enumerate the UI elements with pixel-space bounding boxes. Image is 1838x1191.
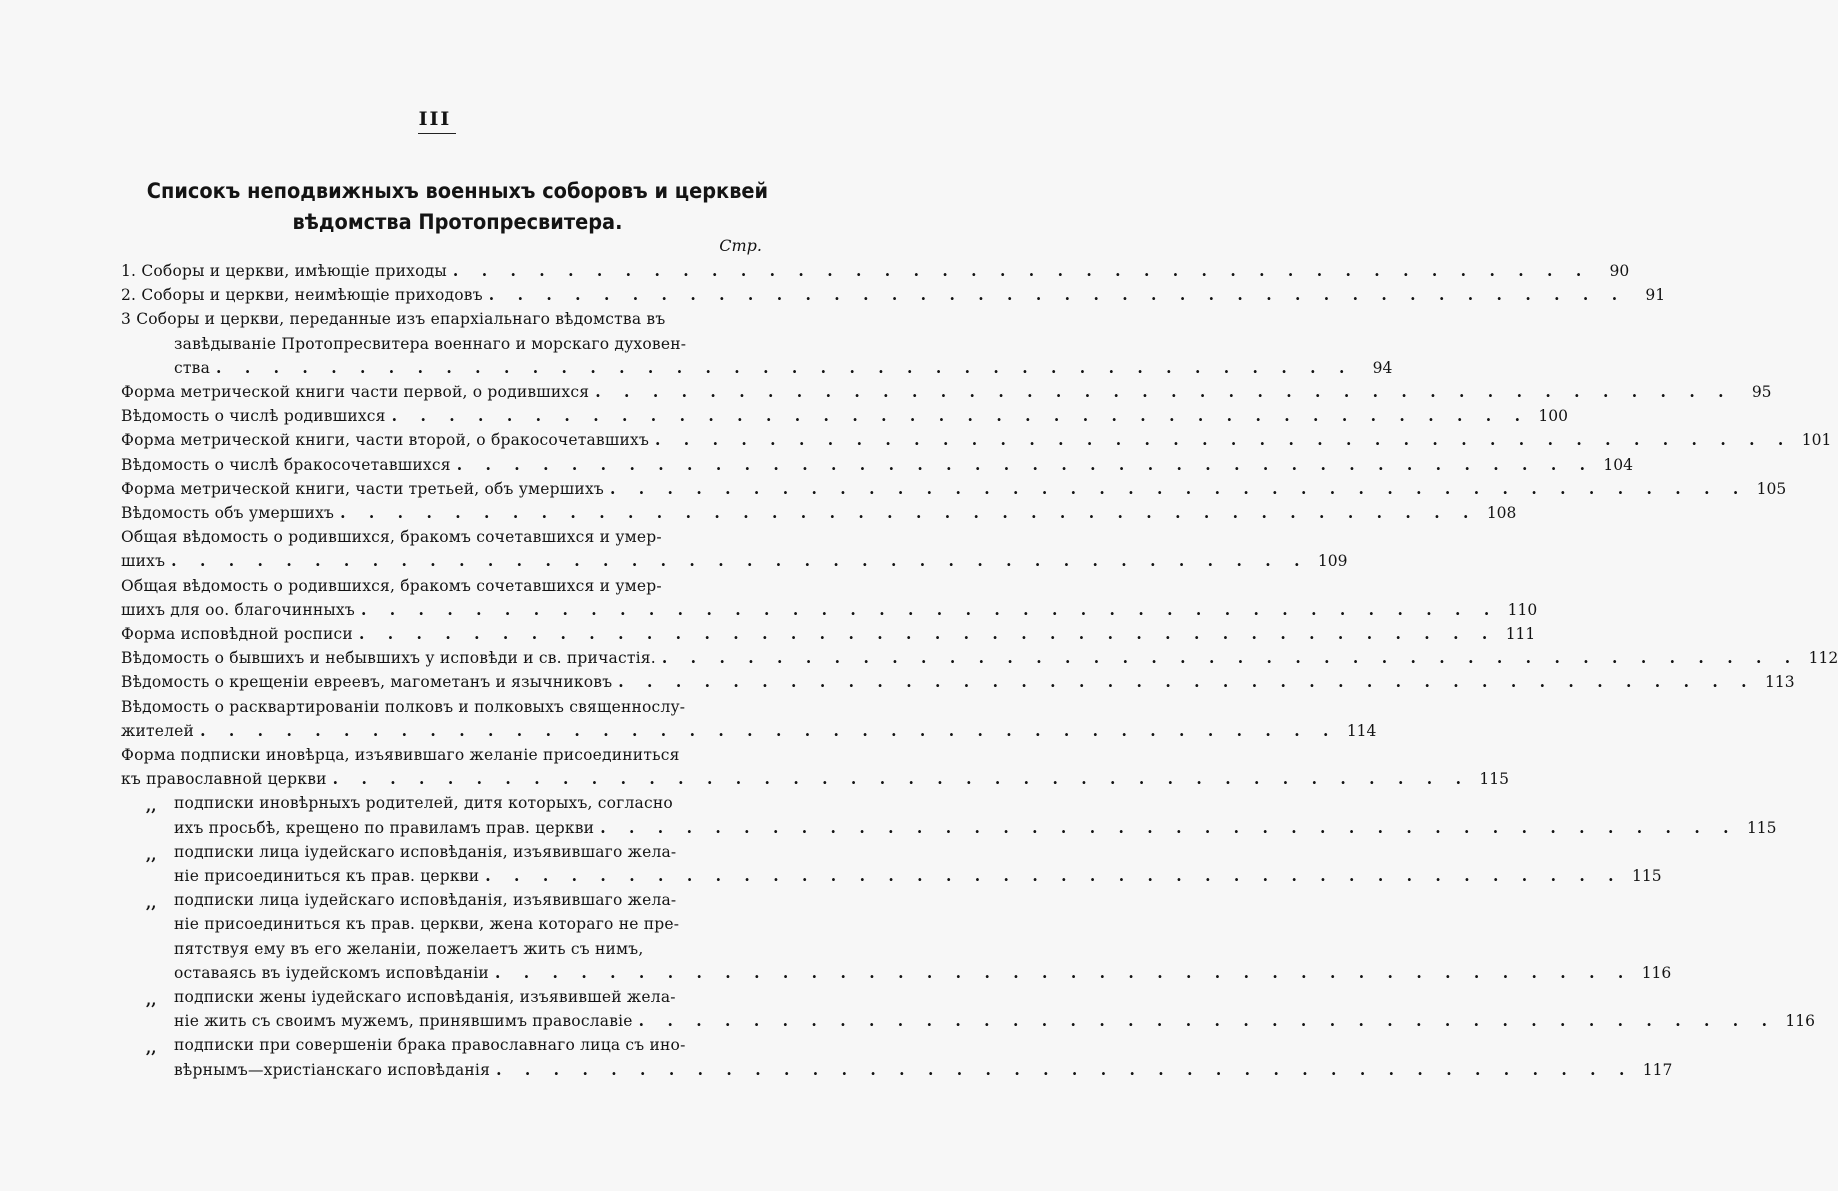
toc-line: [174, 985, 763, 1009]
toc-line: [121, 767, 1509, 791]
page-column-header: Стр.: [719, 236, 762, 255]
toc-page-number: 104: [1603, 455, 1634, 474]
toc-line-text: ніе присоединиться къ прав. церкви, жена котораго не пре-: [174, 915, 680, 934]
title-line-1: Списокъ неподвижныхъ военныхъ соборовъ и церквей: [146, 179, 769, 204]
toc-line: [121, 525, 763, 549]
toc-line: [121, 574, 763, 598]
toc-page-number: 111: [1505, 625, 1536, 643]
dot-leader: . . . . . . . . . . . . . . . . . . . . . . . . . . . . . . . . . . . . . . . .: [638, 1011, 1776, 1031]
dot-leader: . . . . . . . . . . . . . . . . . . . . . . . . . . . . . . . . . . . . . . . .: [618, 672, 1756, 692]
dot-leader: . . . . . . . . . . . . . . . . . . . . . . . . . . . . . . . . . . . . . . . .: [216, 357, 1354, 377]
toc-line-text: ніе присоединиться къ прав. церкви: [174, 867, 480, 885]
dot-leader: . . . . . . . . . . . . . . . . . . . . . . . . . . . . . . . . . . . . . . . .: [488, 285, 1627, 305]
toc-line-text: ихъ просьбѣ, крещено по правиламъ прав. церкви: [174, 818, 595, 837]
dot-leader: . . . . . . . . . . . . . . . . . . . . . . . . . . . . . . . . . . . . . . . .: [171, 551, 1309, 571]
toc-line-text: къ православной церкви: [121, 770, 327, 789]
toc-line: [174, 937, 763, 961]
toc-line-text: 3 Соборы и церкви, переданные изъ епархіальнаго вѣдомства въ: [121, 310, 666, 329]
ditto-mark: ,,: [146, 894, 157, 913]
toc-line-text: Вѣдомость о бывшихъ и небывшихъ у исповѣди и св. причастія.: [121, 649, 656, 668]
page-number-rule: [418, 133, 456, 134]
toc-line-text: подписки жены іудейскаго исповѣданія, изъявившей жела-: [174, 988, 676, 1006]
toc-line: [174, 912, 763, 936]
toc-line: [121, 549, 1348, 573]
toc-line-text: Вѣдомость о числѣ бракосочетавшихся: [121, 455, 451, 474]
toc-line-text: Форма метрической книги, части третьей, объ умершихъ: [121, 479, 604, 498]
toc-line-text: ства: [174, 358, 211, 377]
toc-line: [121, 670, 1795, 694]
toc-line: [121, 501, 1517, 525]
toc-page-number: 108: [1486, 504, 1517, 522]
toc-line-text: подписки лица іудейскаго исповѣданія, изъявившаго жела-: [174, 842, 677, 861]
toc-line: [174, 816, 1777, 840]
toc-page-number: 95: [1751, 383, 1772, 401]
dot-leader: . . . . . . . . . . . . . . . . . . . . . . . . . . . . . . . . . . . . . . . .: [609, 478, 1748, 498]
dot-leader: . . . . . . . . . . . . . . . . . . . . . . . . . . . . . . . . . . . . . . . .: [661, 648, 1800, 668]
toc-line: [121, 453, 1634, 477]
dot-leader: . . . . . . . . . . . . . . . . . . . . . . . . . . . . . . . . . . . . . . . .: [358, 624, 1497, 643]
toc-line: [121, 622, 1536, 646]
toc-line-text: Форма подписки иновѣрца, изъявившаго желаніе присоединиться: [121, 746, 680, 764]
toc-page-number: 115: [1631, 867, 1662, 885]
page-number: III: [418, 108, 452, 130]
toc-page-number: 100: [1538, 407, 1568, 426]
toc-line-text: шихъ: [121, 552, 166, 571]
toc-line-text: оставаясь въ іудейскомъ исповѣданіи: [174, 963, 489, 982]
toc-line: [174, 961, 1672, 985]
toc-line: [121, 380, 1772, 404]
toc-line: [121, 719, 1377, 743]
toc-line-text: вѣрнымъ—христіанскаго исповѣданія: [174, 1060, 491, 1079]
toc-line-text: Форма метрической книги части первой, о родившихся: [121, 383, 590, 401]
ditto-mark: ,,: [146, 991, 157, 1009]
dot-leader: . . . . . . . . . . . . . . . . . . . . . . . . . . . . . . . . . . . . . . . .: [452, 261, 1591, 280]
toc-line-text: подписки при совершеніи брака православнаго лица съ ино-: [174, 1036, 686, 1055]
toc-line-text: подписки лица іудейскаго исповѣданія, изъявившаго жела-: [174, 891, 677, 910]
toc-page-number: 94: [1372, 358, 1393, 377]
toc-line-text: шихъ для оо. благочинныхъ: [121, 600, 355, 619]
toc-page-number: 113: [1764, 673, 1795, 692]
ditto-mark: ,,: [146, 797, 157, 816]
toc-page-number: 90: [1609, 262, 1630, 280]
toc-page-number: 109: [1317, 552, 1348, 571]
toc-line-text: Форма исповѣдной росписи: [121, 625, 353, 643]
toc-line: [121, 646, 1838, 670]
toc-line-text: жителей: [121, 721, 195, 740]
toc-page-number: 115: [1746, 818, 1777, 837]
toc-line: [174, 1058, 1673, 1082]
toc-page-number: 110: [1507, 600, 1538, 619]
toc-line: [121, 404, 1568, 428]
toc-line: [121, 598, 1538, 622]
page-title: [46, 176, 870, 238]
toc-line-text: 1. Соборы и церкви, имѣющіе приходы: [121, 262, 447, 280]
dot-leader: . . . . . . . . . . . . . . . . . . . . . . . . . . . . . . . . . . . . . . . .: [496, 1059, 1634, 1079]
dot-leader: . . . . . . . . . . . . . . . . . . . . . . . . . . . . . . . . . . . . . . . .: [600, 817, 1738, 837]
toc-page-number: 105: [1756, 479, 1787, 498]
dot-leader: . . . . . . . . . . . . . . . . . . . . . . . . . . . . . . . . . . . . . . . .: [391, 406, 1529, 426]
toc-line: [174, 840, 763, 864]
toc-line-text: подписки иновѣрныхъ родителей, дитя которыхъ, согласно: [174, 794, 673, 813]
toc-line-text: 2. Соборы и церкви, неимѣющіе приходовъ: [121, 286, 483, 305]
toc-line: [121, 743, 763, 767]
dot-leader: . . . . . . . . . . . . . . . . . . . . . . . . . . . . . . . . . . . . . . . .: [360, 599, 1499, 619]
toc-line-text: пятствуя ему въ его желаніи, пожелаетъ жить съ нимъ,: [174, 939, 644, 958]
toc-page-number: 114: [1346, 721, 1377, 740]
toc-line: [121, 259, 1630, 283]
toc-page-number: 117: [1642, 1060, 1673, 1079]
toc-line-text: Вѣдомость о числѣ родившихся: [121, 407, 386, 426]
toc-page-number: 116: [1785, 1012, 1815, 1031]
toc-line: [121, 477, 1787, 501]
toc-page-number: 91: [1645, 286, 1666, 305]
toc-line: [121, 283, 1666, 307]
dot-leader: . . . . . . . . . . . . . . . . . . . . . . . . . . . . . . . . . . . . . . . .: [200, 720, 1338, 740]
dot-leader: . . . . . . . . . . . . . . . . . . . . . . . . . . . . . . . . . . . . . . . .: [595, 382, 1733, 401]
dot-leader: . . . . . . . . . . . . . . . . . . . . . . . . . . . . . . . . . . . . . . . .: [655, 430, 1793, 450]
toc-page-number: 112: [1808, 649, 1838, 668]
toc-line: [174, 1033, 763, 1057]
toc-line: [174, 356, 1393, 380]
toc-line-text: Вѣдомость объ умершихъ: [121, 504, 335, 522]
toc-line-text: Общая вѣдомость о родившихся, бракомъ сочетавшихся и умер-: [121, 576, 662, 595]
toc-line-text: ніе жить съ своимъ мужемъ, принявшимъ православіе: [174, 1012, 633, 1031]
toc-line-text: Форма метрической книги, части второй, о бракосочетавшихъ: [121, 431, 650, 450]
toc-line: [174, 791, 763, 815]
toc-page-number: 101: [1801, 431, 1832, 450]
toc-line-text: Вѣдомость о расквартированіи полковъ и полковыхъ священнослу-: [121, 697, 686, 716]
ditto-mark: ,,: [146, 845, 157, 864]
toc-page-number: 115: [1479, 770, 1509, 789]
toc-line: [174, 332, 763, 356]
dot-leader: . . . . . . . . . . . . . . . . . . . . . . . . . . . . . . . . . . . . . . . .: [332, 769, 1470, 789]
toc-line: [121, 428, 1832, 452]
dot-leader: . . . . . . . . . . . . . . . . . . . . . . . . . . . . . . . . . . . . . . . .: [494, 962, 1633, 982]
title-line-2: вѣдомства Протопресвитера.: [292, 210, 623, 235]
dot-leader: . . . . . . . . . . . . . . . . . . . . . . . . . . . . . . . . . . . . . . . .: [485, 866, 1623, 885]
toc-line-text: Общая вѣдомость о родившихся, бракомъ сочетавшихся и умер-: [121, 528, 662, 547]
toc-line-text: Вѣдомость о крещеніи евреевъ, магометанъ и язычниковъ: [121, 673, 613, 692]
dot-leader: . . . . . . . . . . . . . . . . . . . . . . . . . . . . . . . . . . . . . . . .: [456, 454, 1595, 474]
toc-line: [121, 695, 763, 719]
toc-line: [174, 888, 763, 912]
toc-page-number: 116: [1641, 963, 1672, 982]
ditto-mark: ,,: [146, 1039, 157, 1058]
dot-leader: . . . . . . . . . . . . . . . . . . . . . . . . . . . . . . . . . . . . . . . .: [340, 503, 1478, 522]
toc-line: [121, 307, 763, 331]
toc-line: [174, 1009, 1815, 1033]
toc-line-text: завѣдываніе Протопресвитера военнаго и морскаго духовен-: [174, 334, 687, 353]
toc-line: [174, 864, 1662, 888]
